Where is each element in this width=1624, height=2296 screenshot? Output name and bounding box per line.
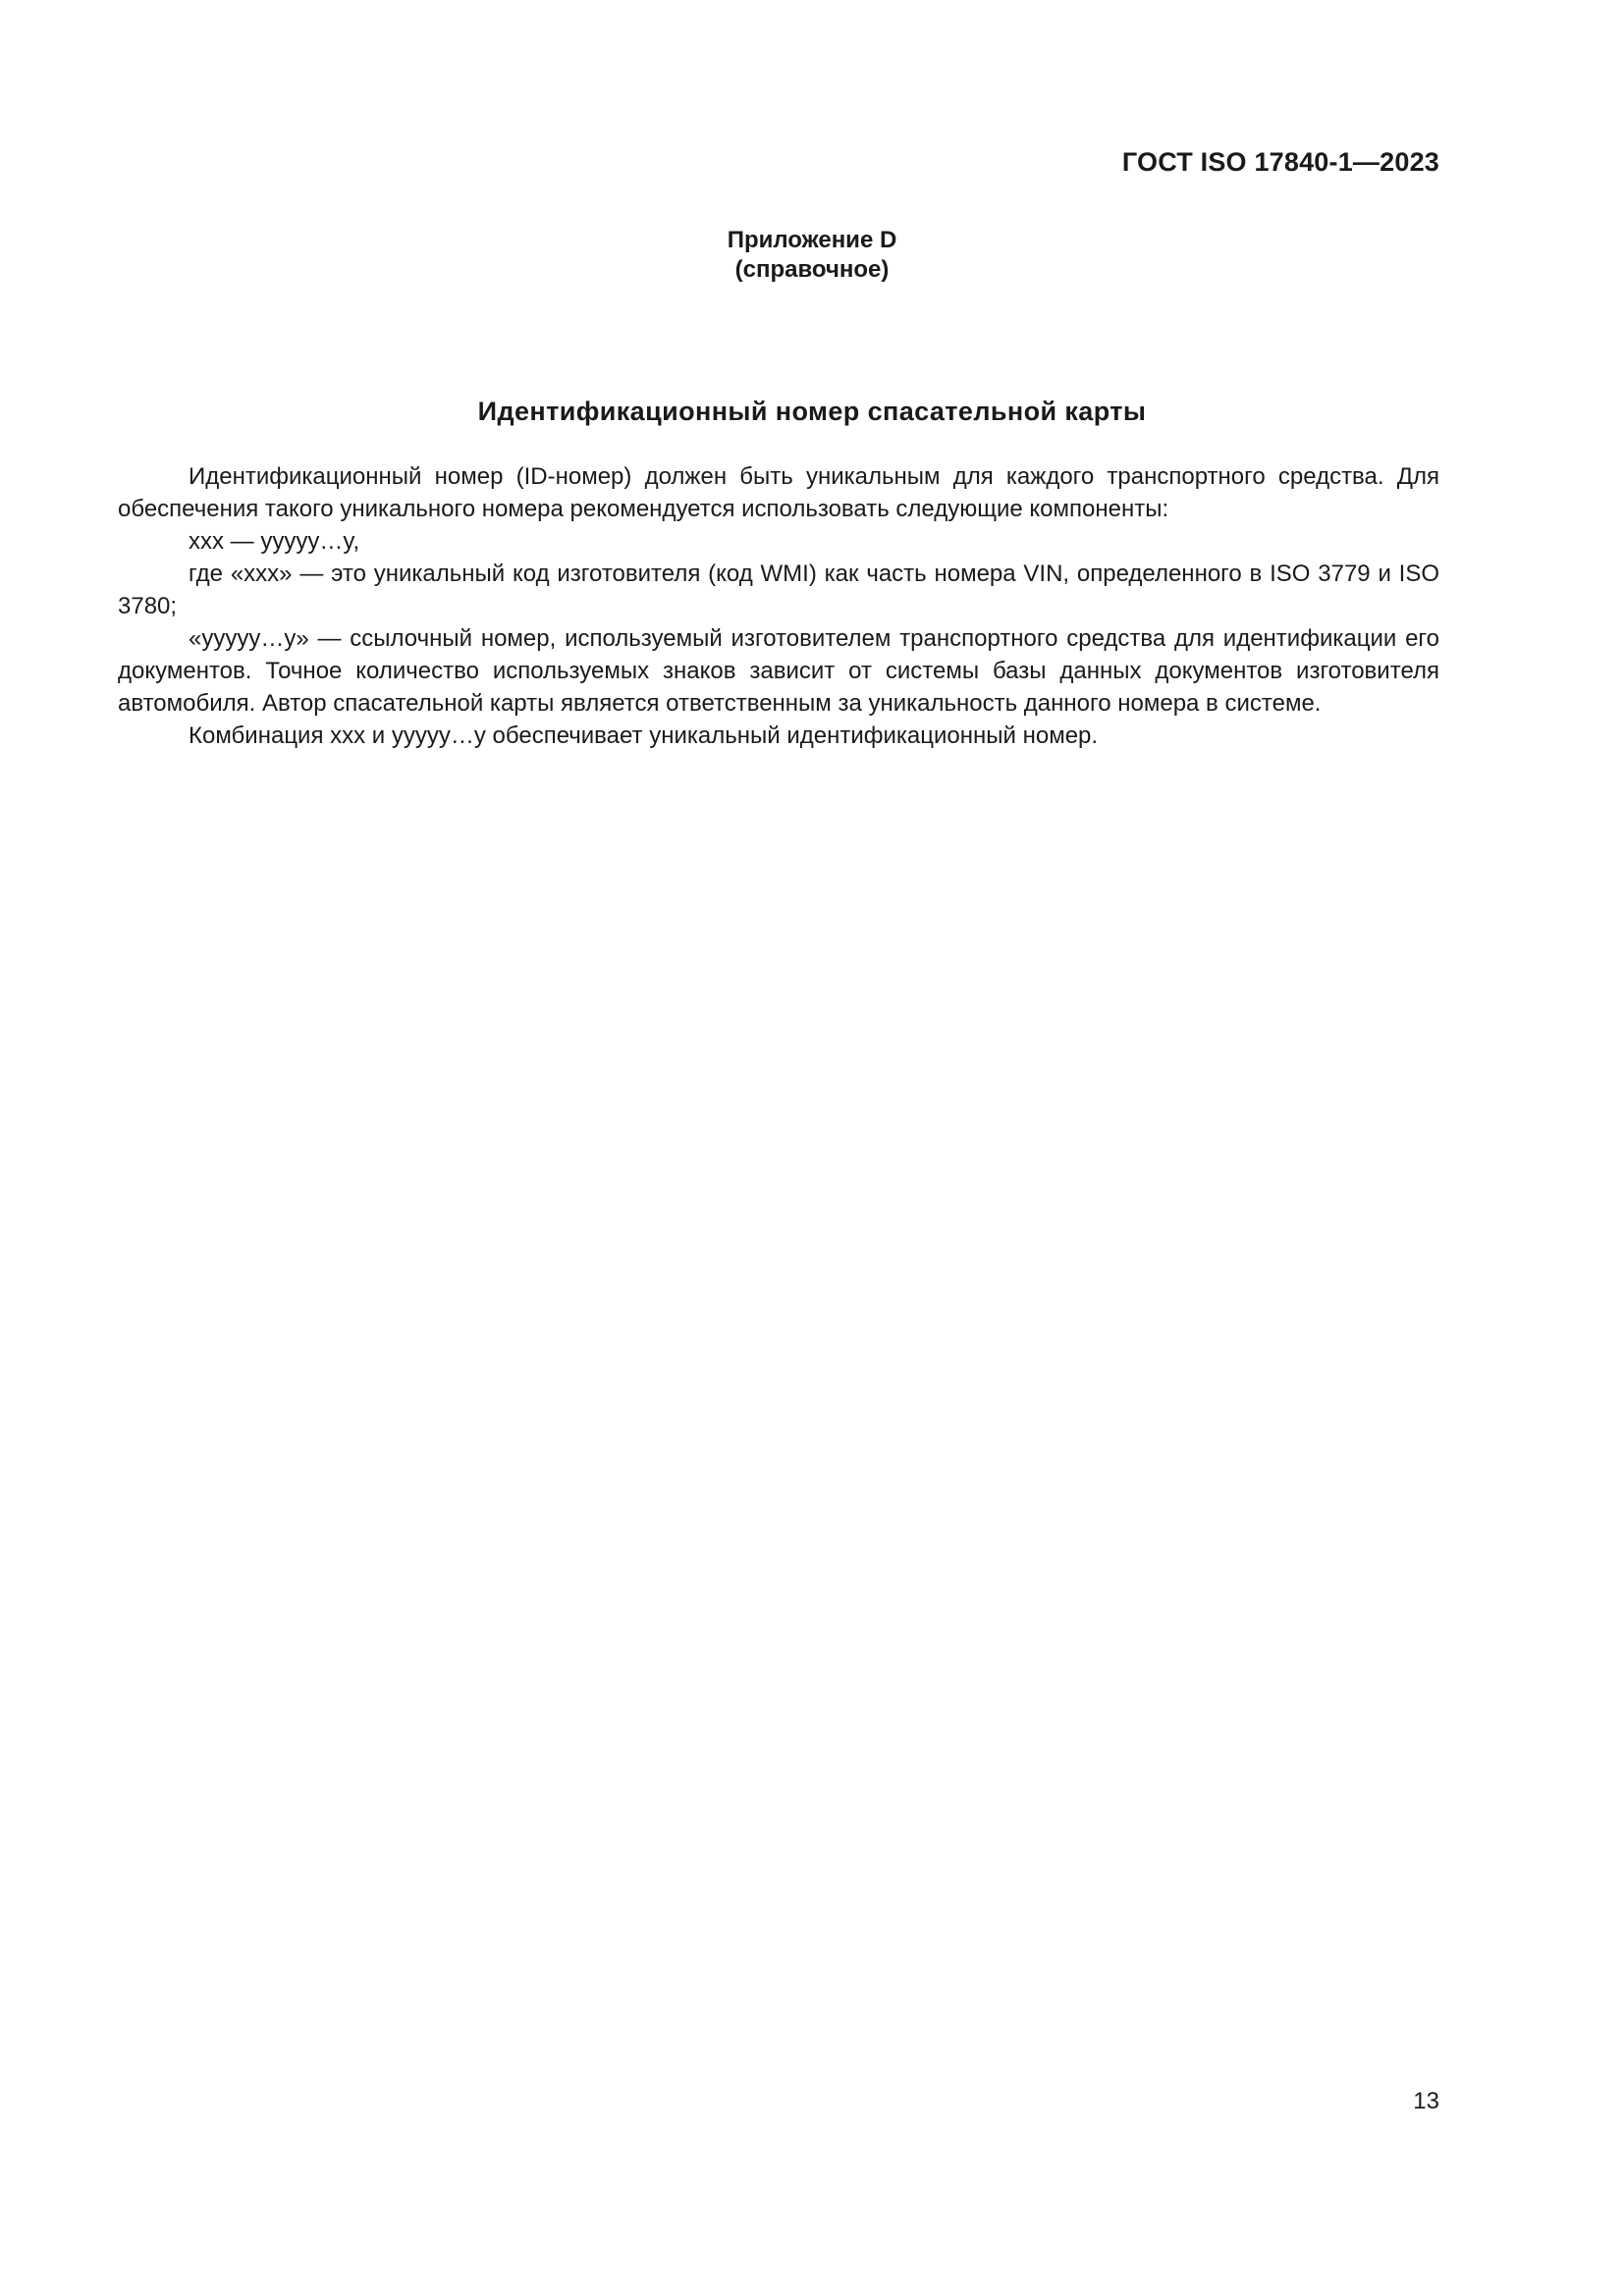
- paragraph: Комбинация xxx и yyyyy…y обеспечивает уникальный идентификационный номер.: [189, 722, 1099, 749]
- paragraph: Идентификационный номер (ID-номер) должен быть уникальным для каждого транспортного средства. Для обеспечения такого уникального номера рекомендуется использовать следующие компоненты:: [118, 463, 1439, 522]
- document-code: ГОСТ ISO 17840-1—2023: [1121, 147, 1439, 177]
- page-number: 13: [1413, 2088, 1439, 2114]
- paragraph: «yyyyy…y» — ссылочный номер, используемый изготовителем транспортного средства для идентификации его документов. Точное количество используемых знаков зависит от системы базы данных документов изготовителя автомобиля. Автор спасательной карты является ответственным за уникальность данного номера в системе.: [118, 625, 1439, 717]
- annex-type: (справочное): [734, 256, 890, 283]
- section-title: Идентификационный номер спасательной карты: [477, 397, 1147, 426]
- body-text: [118, 460, 1439, 752]
- annex-title: Приложение D: [727, 227, 897, 253]
- paragraph: xxx — yyyyy…y,: [189, 528, 360, 555]
- annex-heading: [0, 226, 1624, 285]
- paragraph: где «xxx» — это уникальный код изготовителя (код WMI) как часть номера VIN, определенного в ISO 3779 и ISO 3780;: [118, 561, 1439, 619]
